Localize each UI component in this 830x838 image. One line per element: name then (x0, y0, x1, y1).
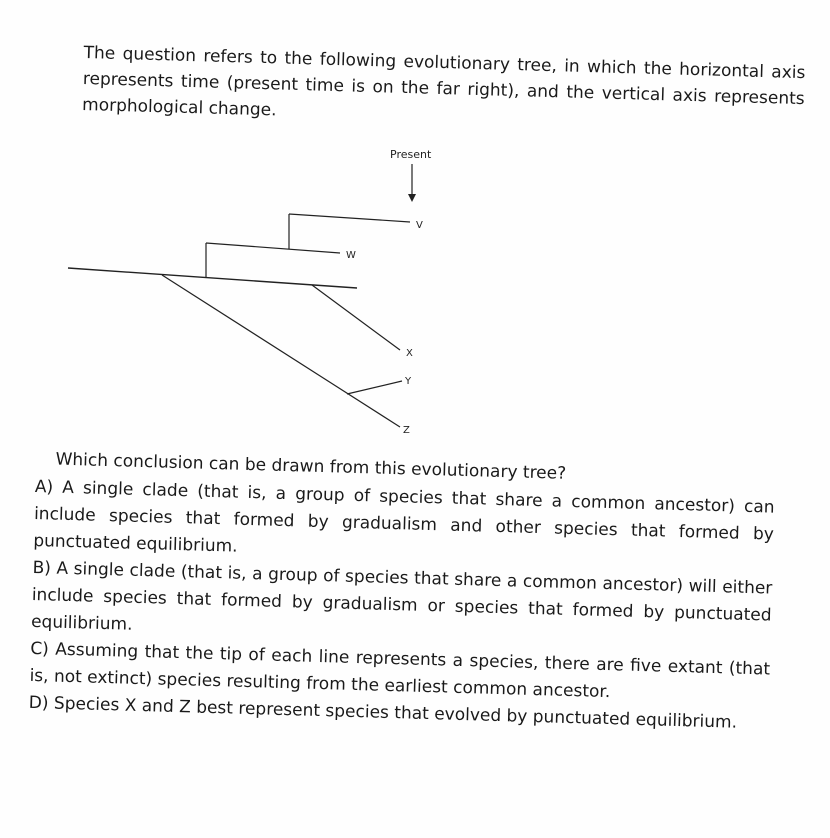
present-label: Present (390, 148, 432, 161)
species-z-label: Z (403, 425, 410, 436)
branch-v-horizontal (289, 214, 410, 222)
question-text: Which conclusion can be drawn from this evolutionary tree? (55, 449, 567, 484)
species-x-label: X (406, 348, 413, 359)
option-b-text: B) A single clade (that is, a group of species that share a common ancestor) will either include species that formed by gradualism or species that formed by punctuated equilibrium. (30, 557, 773, 635)
branch-y (347, 381, 402, 394)
species-v-label: V (416, 220, 423, 231)
branch-x-gradual (312, 285, 400, 350)
intro-paragraph: The question refers to the following evolutionary tree, in which the horizontal axis represents time (present time is on the far right), and the vertical axis represents morphological change. (81, 42, 806, 121)
branch-z-gradual (162, 275, 400, 427)
question-block (28, 446, 775, 738)
present-arrow-head (408, 194, 416, 202)
option-c-text: C) Assuming that the tip of each line represents a species, there are five extant (that is, not extinct) species resulting from the earliest common ancestor. (29, 638, 771, 703)
option-d-text: D) Species X and Z best represent species that evolved by punctuated equilibrium. (28, 692, 738, 733)
species-y-label: Y (405, 376, 412, 387)
option-a-text: A) A single clade (that is, a group of species that share a common ancestor) can include species that formed by gradualism and other species that formed by punctuated equilibrium. (33, 476, 775, 557)
evolutionary-tree-diagram (0, 140, 830, 450)
species-w-label: W (346, 250, 356, 261)
ancestral-baseline (68, 268, 357, 288)
branch-w-horizontal (206, 243, 340, 253)
